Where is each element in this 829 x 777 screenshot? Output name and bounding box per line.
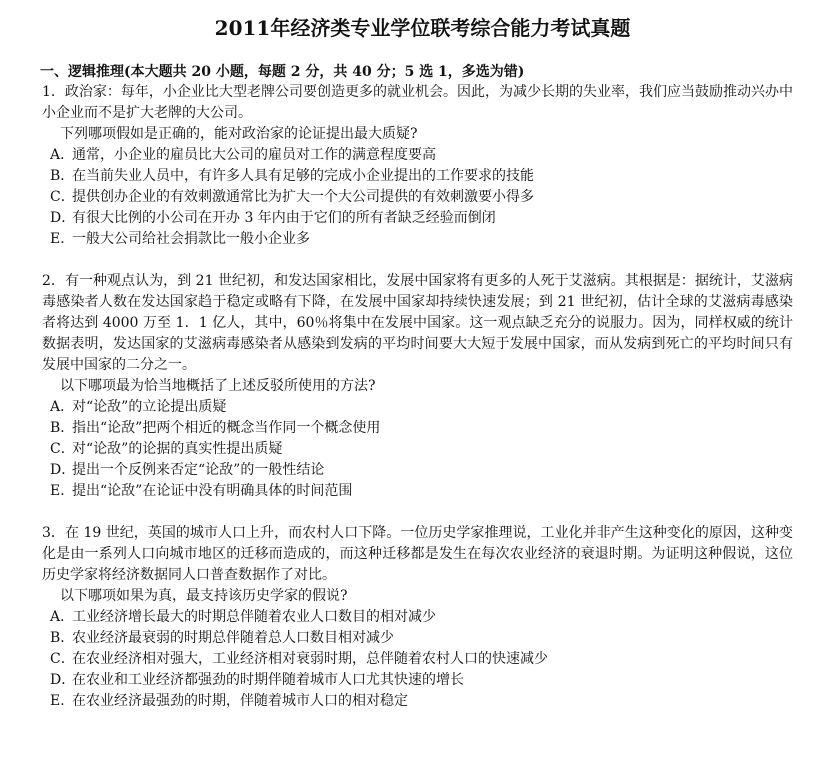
document-page (0, 14, 829, 777)
option-text: 指出“论敌”把两个相近的概念当作同一个概念使用 (72, 420, 381, 436)
option-list (42, 397, 793, 502)
option-d (42, 670, 793, 691)
option-text: 提出“论敌”在论证中没有明确具体的时间范围 (72, 483, 353, 499)
option-letter: C． (50, 651, 75, 667)
question-text: 政治家：每年，小企业比大型老牌公司要创造更多的就业机会。因此，为减少长期的失业率，我们应当鼓励推动兴办中小企业而不是扩大老牌的大公司。 (42, 84, 793, 121)
question-prompt: 以下哪项如果为真，最支持该历史学家的假说? (60, 588, 348, 604)
option-text: 在农业经济最强劲的时期，伴随着城市人口的相对稳定 (72, 693, 408, 709)
option-letter: A． (50, 609, 75, 625)
option-text: 提供创办企业的有效刺激通常比为扩大一个大公司提供的有效刺激要小得多 (72, 189, 534, 205)
option-letter: A． (50, 147, 75, 163)
spacer (42, 502, 793, 523)
option-letter: C． (50, 189, 75, 205)
option-text: 农业经济最衰弱的时期总伴随着总人口数目相对减少 (72, 630, 394, 646)
option-letter: B． (50, 630, 75, 646)
section-heading: 一、逻辑推理(本大题共 20 小题，每题 2 分，共 40 分；5 选 1，多选为错) (40, 64, 525, 80)
question-prompt: 以下哪项最为恰当地概括了上述反驳所使用的方法? (60, 378, 376, 394)
option-list (42, 607, 793, 712)
option-b (42, 628, 793, 649)
document-title: 2011年经济类专业学位联考综合能力考试真题 (214, 16, 631, 40)
option-c (42, 439, 793, 460)
question-3 (42, 523, 793, 712)
option-text: 通常，小企业的雇员比大公司的雇员对工作的满意程度要高 (72, 147, 436, 163)
spacer (42, 250, 793, 271)
option-letter: A． (50, 399, 75, 415)
option-e (42, 481, 793, 502)
option-c (42, 187, 793, 208)
option-text: 提出一个反例来否定“论敌”的一般性结论 (72, 462, 325, 478)
option-d (42, 460, 793, 481)
option-letter: D． (50, 462, 76, 478)
question-prompt: 下列哪项假如是正确的，能对政治家的论证提出最大质疑? (60, 126, 418, 142)
option-text: 在当前失业人员中，有许多人具有足够的完成小企业提出的工作要求的技能 (72, 168, 534, 184)
question-2 (42, 271, 793, 502)
option-text: 对“论敌”的论据的真实性提出质疑 (72, 441, 283, 457)
question-number: 1． (42, 84, 65, 100)
option-d (42, 208, 793, 229)
option-letter: E． (50, 231, 75, 247)
option-a (42, 397, 793, 418)
option-text: 对“论敌”的立论提出质疑 (72, 399, 227, 415)
option-letter: E． (50, 483, 75, 499)
question-1 (42, 82, 793, 250)
option-list (42, 145, 793, 250)
option-b (42, 166, 793, 187)
question-number: 2． (42, 273, 65, 289)
option-b (42, 418, 793, 439)
question-text: 有一种观点认为，到 21 世纪初，和发达国家相比，发展中国家将有更多的人死于艾滋病。其根据是：据统计，艾滋病毒感染者人数在发达国家趋于稳定或略有下降，在发展中国家却持续快速发展；到 21 世纪初，估计全球的艾滋病毒感染者将达到 4000 万至 1．1 亿人，其中，60％将集中在发展中国家。这一观点缺乏充分的说服力。因为，同样权威的统计数据表明，发达国家的艾滋病毒感染者从感染到发病的平均时间要大大短于发展中国家，而从发病到死亡的平均时间只有发展中国家的二分之一。 (42, 273, 793, 373)
option-letter: B． (50, 168, 75, 184)
option-text: 在农业和工业经济都强劲的时期伴随着城市人口尤其快速的增长 (72, 672, 464, 688)
option-text: 在农业经济相对强大，工业经济相对衰弱时期，总伴随着农村人口的快速减少 (72, 651, 548, 667)
option-e (42, 229, 793, 250)
option-e (42, 691, 793, 712)
option-c (42, 649, 793, 670)
question-text: 在 19 世纪，英国的城市人口上升，而农村人口下降。一位历史学家推理说，工业化并非产生这种变化的原因，这种变化是由一系列人口向城市地区的迁移而造成的，而这种迁移都是发生在每次农业经济的衰退时期。为证明这种假说，这位历史学家将经济数据同人口普查数据作了对比。 (42, 525, 793, 583)
question-number: 3． (42, 525, 65, 541)
option-a (42, 607, 793, 628)
option-letter: E． (50, 693, 75, 709)
option-text: 工业经济增长最大的时期总伴随着农业人口数目的相对减少 (72, 609, 436, 625)
option-a (42, 145, 793, 166)
option-letter: D． (50, 672, 76, 688)
question-stem (42, 523, 793, 586)
option-letter: B． (50, 420, 75, 436)
option-text: 一般大公司给社会捐款比一般小企业多 (72, 231, 310, 247)
option-letter: D． (50, 210, 76, 226)
question-stem (42, 271, 793, 376)
option-text: 有很大比例的小公司在开办 3 年内由于它们的所有者缺乏经验而倒闭 (72, 210, 496, 226)
option-letter: C． (50, 441, 75, 457)
question-stem (42, 82, 793, 124)
